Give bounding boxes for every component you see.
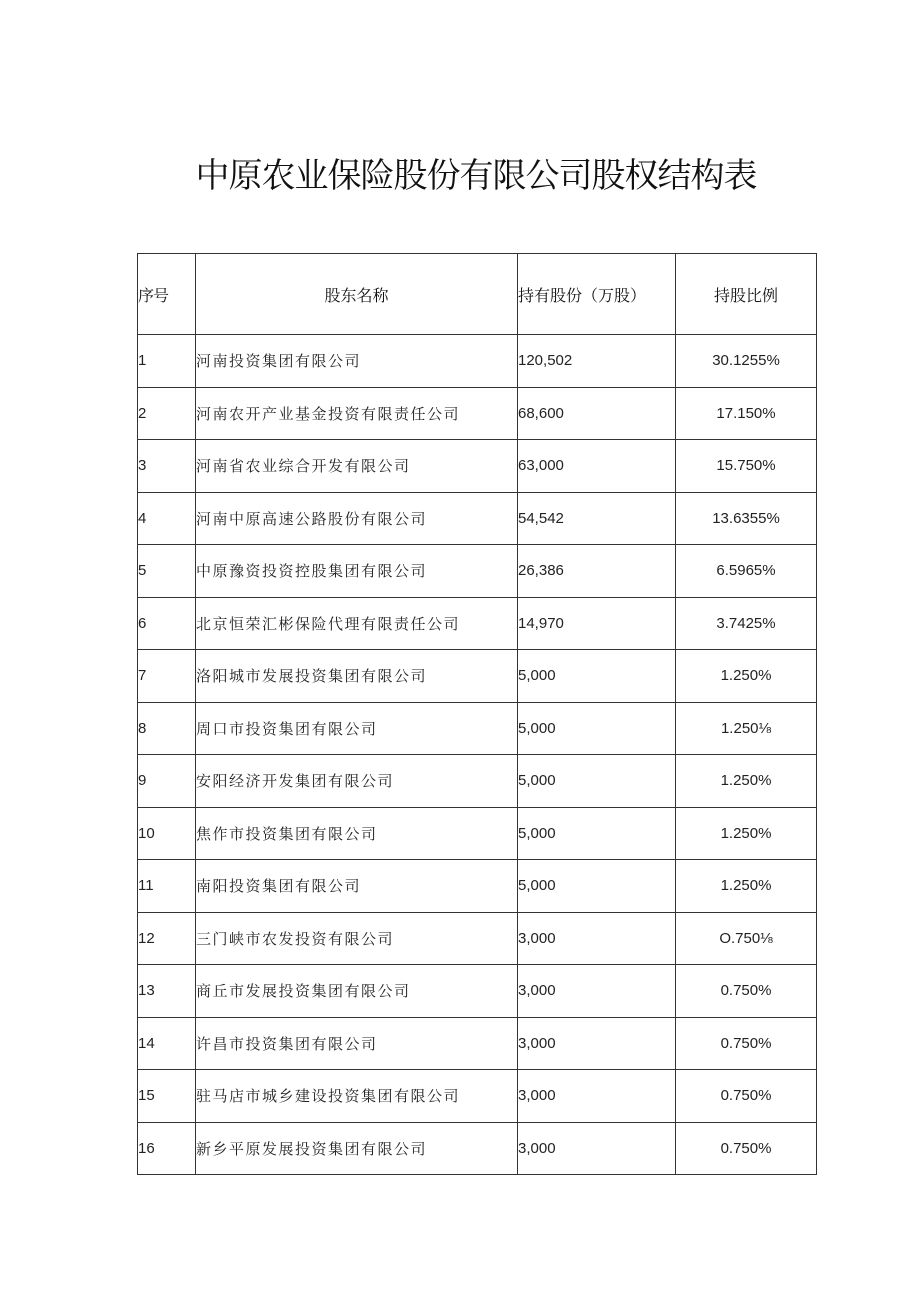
cell-index: 13 — [138, 965, 196, 1018]
table-row — [138, 597, 817, 650]
cell-holding-ratio: 30.1255% — [676, 335, 817, 388]
cell-shares-held: 5,000 — [518, 860, 676, 913]
table-body — [138, 335, 817, 1175]
header-holding-ratio: 持股比例 — [676, 254, 817, 335]
cell-shareholder-name: 洛阳城市发展投资集团有限公司 — [196, 650, 518, 703]
table-row — [138, 1070, 817, 1123]
cell-shareholder-name: 河南投资集团有限公司 — [196, 335, 518, 388]
table-row — [138, 440, 817, 493]
cell-shareholder-name: 河南中原高速公路股份有限公司 — [196, 492, 518, 545]
table-header-row — [138, 254, 817, 335]
cell-shares-held: 26,386 — [518, 545, 676, 598]
cell-holding-ratio: 0.750% — [676, 1122, 817, 1175]
cell-holding-ratio: 0.750% — [676, 965, 817, 1018]
cell-index: 4 — [138, 492, 196, 545]
cell-index: 1 — [138, 335, 196, 388]
cell-shares-held: 3,000 — [518, 1122, 676, 1175]
page-title: 中原农业保险股份有限公司股权结构表 — [195, 156, 757, 196]
cell-shares-held: 3,000 — [518, 912, 676, 965]
cell-index: 16 — [138, 1122, 196, 1175]
cell-holding-ratio: 0.750% — [676, 1070, 817, 1123]
cell-holding-ratio: 1.250% — [676, 755, 817, 808]
table-row — [138, 912, 817, 965]
cell-index: 3 — [138, 440, 196, 493]
cell-holding-ratio: 1.250% — [676, 860, 817, 913]
cell-shares-held: 14,970 — [518, 597, 676, 650]
cell-holding-ratio: 1.250% — [676, 807, 817, 860]
cell-shareholder-name: 周口市投资集团有限公司 — [196, 702, 518, 755]
table-row — [138, 1017, 817, 1070]
cell-shares-held: 68,600 — [518, 387, 676, 440]
table-row — [138, 335, 817, 388]
cell-index: 9 — [138, 755, 196, 808]
cell-shares-held: 5,000 — [518, 702, 676, 755]
cell-shares-held: 63,000 — [518, 440, 676, 493]
cell-index: 6 — [138, 597, 196, 650]
cell-index: 8 — [138, 702, 196, 755]
header-shareholder-name: 股东名称 — [196, 254, 518, 335]
header-shares-held: 持有股份（万股） — [518, 254, 676, 335]
table-row — [138, 492, 817, 545]
cell-shareholder-name: 北京恒荣汇彬保险代理有限责任公司 — [196, 597, 518, 650]
cell-shareholder-name: 安阳经济开发集团有限公司 — [196, 755, 518, 808]
cell-shareholder-name: 三门峡市农发投资有限公司 — [196, 912, 518, 965]
cell-holding-ratio: 0.750% — [676, 1017, 817, 1070]
table-row — [138, 545, 817, 598]
table-row — [138, 807, 817, 860]
cell-index: 12 — [138, 912, 196, 965]
cell-holding-ratio: 13.6355% — [676, 492, 817, 545]
cell-shareholder-name: 河南农开产业基金投资有限责任公司 — [196, 387, 518, 440]
header-index: 序号 — [138, 254, 196, 335]
cell-holding-ratio: 1.250⅛ — [676, 702, 817, 755]
cell-shareholder-name: 河南省农业综合开发有限公司 — [196, 440, 518, 493]
cell-shares-held: 5,000 — [518, 650, 676, 703]
table-row — [138, 1122, 817, 1175]
equity-structure-table — [137, 253, 817, 1175]
cell-shareholder-name: 中原豫资投资控股集团有限公司 — [196, 545, 518, 598]
cell-shares-held: 5,000 — [518, 755, 676, 808]
cell-shareholder-name: 南阳投资集团有限公司 — [196, 860, 518, 913]
cell-index: 7 — [138, 650, 196, 703]
cell-holding-ratio: O.750⅛ — [676, 912, 817, 965]
cell-index: 11 — [138, 860, 196, 913]
cell-holding-ratio: 3.7425% — [676, 597, 817, 650]
cell-holding-ratio: 17.150% — [676, 387, 817, 440]
cell-shares-held: 54,542 — [518, 492, 676, 545]
cell-holding-ratio: 15.750% — [676, 440, 817, 493]
cell-index: 10 — [138, 807, 196, 860]
cell-index: 14 — [138, 1017, 196, 1070]
cell-shareholder-name: 焦作市投资集团有限公司 — [196, 807, 518, 860]
table-row — [138, 650, 817, 703]
cell-index: 5 — [138, 545, 196, 598]
table-row — [138, 702, 817, 755]
cell-index: 2 — [138, 387, 196, 440]
cell-index: 15 — [138, 1070, 196, 1123]
cell-holding-ratio: 1.250% — [676, 650, 817, 703]
table-row — [138, 965, 817, 1018]
cell-shareholder-name: 新乡平原发展投资集团有限公司 — [196, 1122, 518, 1175]
cell-holding-ratio: 6.5965% — [676, 545, 817, 598]
cell-shares-held: 120,502 — [518, 335, 676, 388]
cell-shares-held: 3,000 — [518, 1070, 676, 1123]
table-row — [138, 387, 817, 440]
cell-shareholder-name: 商丘市发展投资集团有限公司 — [196, 965, 518, 1018]
cell-shares-held: 5,000 — [518, 807, 676, 860]
cell-shareholder-name: 驻马店市城乡建设投资集团有限公司 — [196, 1070, 518, 1123]
table-row — [138, 755, 817, 808]
cell-shares-held: 3,000 — [518, 965, 676, 1018]
table-row — [138, 860, 817, 913]
cell-shareholder-name: 许昌市投资集团有限公司 — [196, 1017, 518, 1070]
cell-shares-held: 3,000 — [518, 1017, 676, 1070]
